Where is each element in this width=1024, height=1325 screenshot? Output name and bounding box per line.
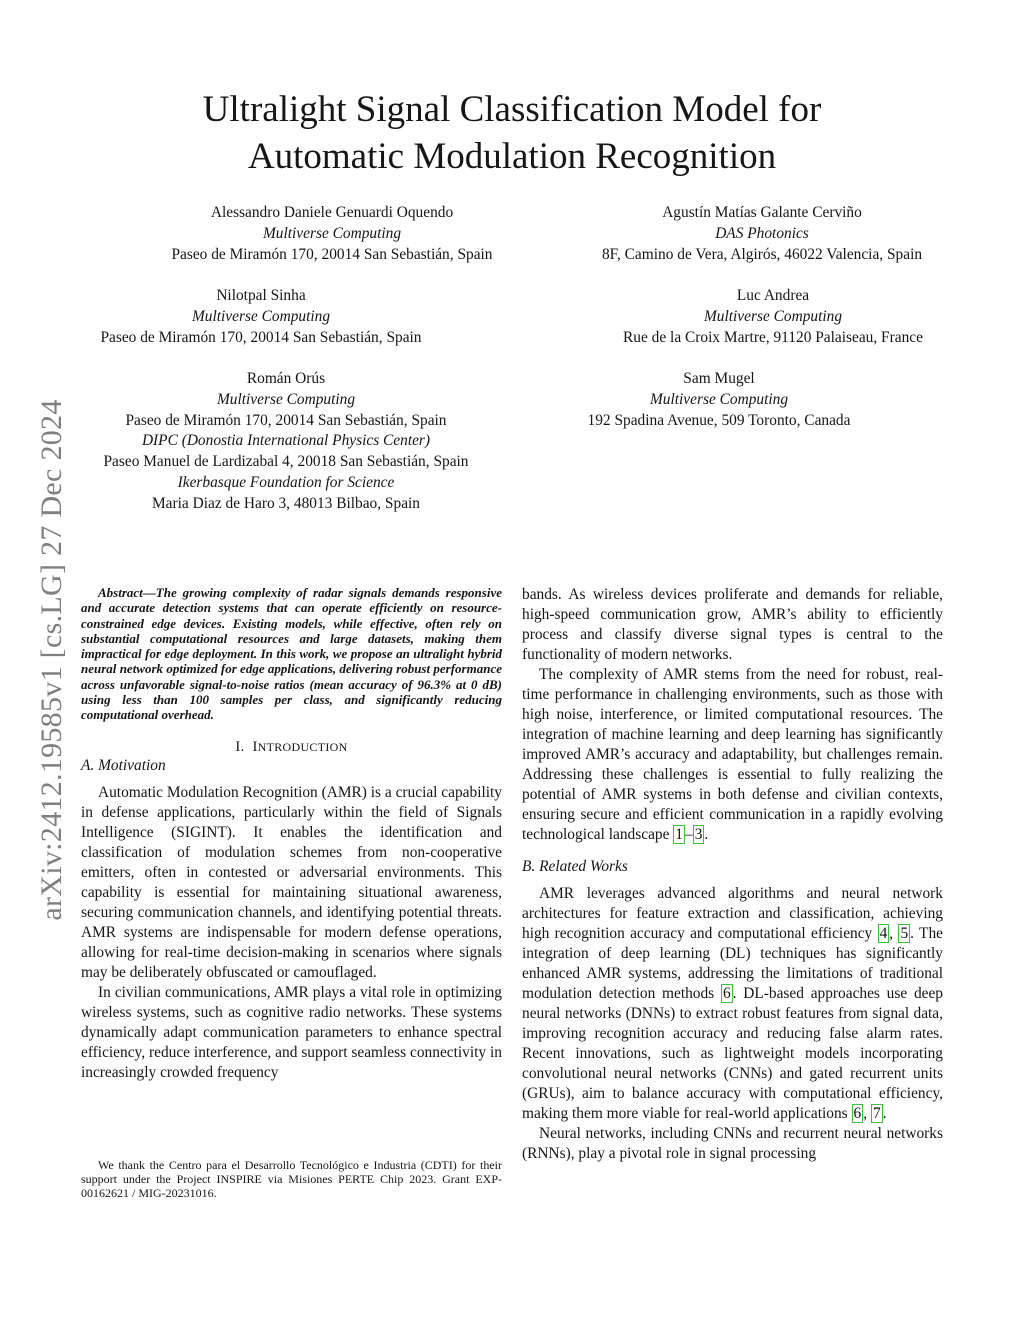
motivation-paragraph-1: Automatic Modulation Recognition (AMR) is a crucial capability in defense applications, particularly within the field of Signals Intelligence (SIGINT). It enables the identification and classification of modulation schemes from non-cooperative emitters, often in contested or adversarial environments. This capability is essential for maintaining situational awareness, securing communication channels, and identifying potential threats. AMR systems are indispensable for modern defense operations, allowing for real-time decision-making in scenarios where signals may be deliberately obfuscated or camouflaged. <box>81 783 502 981</box>
author-affiliation: Multiverse Computing <box>216 390 356 408</box>
citation-link-5[interactable]: 5 <box>900 925 909 942</box>
author-block-galante <box>522 203 1002 265</box>
author-address: Rue de la Croix Martre, 91120 Palaiseau, France <box>623 328 923 346</box>
section-heading-introduction <box>81 738 502 756</box>
author-block-orus <box>46 369 526 515</box>
author-name: Nilotpal Sinha <box>216 287 306 304</box>
author-name: Román Orús <box>246 370 326 387</box>
author-block-sinha <box>21 286 501 348</box>
title-line-1: Ultralight Signal Classification Model for <box>202 89 822 130</box>
citation-link-6b[interactable]: 6 <box>853 1105 862 1122</box>
paper-title <box>0 86 1024 180</box>
left-column <box>81 585 502 1083</box>
right-column <box>522 585 943 1164</box>
author-affiliation: Multiverse Computing <box>649 390 789 408</box>
footnote <box>81 1158 502 1201</box>
author-affiliation-2: DIPC (Donostia International Physics Center) <box>141 432 431 450</box>
section-numeral: I. <box>235 738 245 755</box>
subsection-heading-related-works: B. Related Works <box>522 858 628 875</box>
title-line-2: Automatic Modulation Recognition <box>247 136 777 177</box>
abstract: Abstract—The growing complexity of radar signals demands responsive and accurate detection systems that can operate efficiently on resource-constrained edge devices. Existing models, while effective, often rely on substantial computational resources and large datasets, making them impractical for edge deployment. In this work, we propose an ultralight hybrid neural network optimized for edge applications, delivering robust performance across unfavorable signal-to-noise ratios (mean accuracy of 96.3% at 0 dB) using less than 100 samples per class, and significantly reducing computational overhead. <box>81 585 502 723</box>
author-address: 192 Spadina Avenue, 509 Toronto, Canada <box>587 411 851 429</box>
author-name: Agustín Matías Galante Cerviño <box>662 204 862 221</box>
author-name: Alessandro Daniele Genuardi Oquendo <box>210 204 454 221</box>
section-title-rest: NTRODUCTION <box>257 739 348 754</box>
citation-link-1[interactable]: 1 <box>675 826 683 843</box>
abstract-label: Abstract <box>98 585 143 600</box>
author-address: Paseo de Miramón 170, 20014 San Sebastián, Spain <box>125 411 447 429</box>
author-block-andrea <box>533 286 1013 348</box>
section-title-first: I <box>252 738 258 755</box>
abstract-text: The growing complexity of radar signals demands responsive and accurate detection systems that can operate efficiently on resource-constrained edge devices. Existing models, while effective, often rely on substantial computational resources and large datasets, making them impractical for edge deployment. In this work, we propose an ultralight hybrid neural network optimized for edge applications, delivering robust performance across unfavorable signal-to-noise ratios (mean accuracy of 96.3% at 0 dB) using less than 100 samples per class, and significantly reducing computational overhead. <box>81 585 502 723</box>
author-address-2: Paseo Manuel de Lardizabal 4, 20018 San Sebastián, Spain <box>103 453 469 471</box>
arxiv-identifier: arXiv:2412.19585v1 [cs.LG] 27 Dec 2024 <box>35 399 68 921</box>
citation-link-3[interactable]: 3 <box>694 826 703 843</box>
citation-link-4[interactable]: 4 <box>879 925 888 942</box>
author-block-genuardi <box>92 203 572 265</box>
author-block-mugel <box>479 369 959 431</box>
author-address: 8F, Camino de Vera, Algirós, 46022 Valencia, Spain <box>601 245 923 263</box>
author-address-3: Maria Diaz de Haro 3, 48013 Bilbao, Spain <box>152 494 420 512</box>
author-affiliation-3: Ikerbasque Foundation for Science <box>177 473 395 491</box>
author-name: Luc Andrea <box>736 287 810 304</box>
author-address: Paseo de Miramón 170, 20014 San Sebastián, Spain <box>100 328 422 346</box>
author-name: Sam Mugel <box>683 370 755 387</box>
footnote-text: We thank the Centro para el Desarrollo Tecnológico e Industria (CDTI) for their support under the Project INSPIRE via Misiones PERTE Chip 2023. Grant EXP-00162621 / MIG-20231016. <box>81 1158 502 1201</box>
related-works-paragraph: AMR leverages advanced algorithms and neural network architectures for feature extraction and classification, achieving high recognition accuracy and computational efficiency 4 , 5 . The integration of deep learning (DL) techniques has significantly enhanced AMR systems, addressing the limitations of traditional modulation detection methods 6 . DL-based approaches use deep neural networks (DNNs) to extract robust features from signal data, improving recognition accuracy and reducing false alarm rates. Recent innovations, such as lightweight models incorporating convolutional neural networks (CNNs) and gated recurrent units (GRUs), aim to balance accuracy with computational efficiency, making them more viable for real-world applications 6 , 7 . <box>522 885 943 1122</box>
complexity-paragraph: The complexity of AMR stems from the need for robust, real-time performance in challenging environments, such as those with high noise, interference, or limited computational resources. The integration of machine learning and deep learning has significantly improved AMR’s accuracy and adaptability, but challenges remain. Addressing these challenges is essential to fully realizing the potential of AMR systems in both defense and civilian contexts, ensuring secure and efficient communication in a rapidly evolving technological landscape 1 – 3 . <box>522 666 943 843</box>
author-affiliation: DAS Photonics <box>715 224 809 242</box>
citation-link-6[interactable]: 6 <box>722 985 731 1002</box>
continuation-paragraph: bands. As wireless devices proliferate and demands for reliable, high-speed communication grow, AMR’s ability to efficiently process and classify diverse signal types is central to the functionality of modern networks. <box>522 586 943 663</box>
motivation-paragraph-2: In civilian communications, AMR plays a vital role in optimizing wireless systems, such as cognitive radio networks. These systems dynamically adapt communication parameters to enhance spectral efficiency, reduce interference, and support seamless connectivity in increasingly crowded frequency <box>81 983 502 1081</box>
neural-networks-paragraph: Neural networks, including CNNs and recurrent neural networks (RNNs), play a pivotal role in signal processing <box>522 1125 943 1162</box>
subsection-heading-motivation: A. Motivation <box>81 756 166 774</box>
author-affiliation: Multiverse Computing <box>703 307 843 325</box>
citation-link-7[interactable]: 7 <box>872 1105 881 1122</box>
author-affiliation: Multiverse Computing <box>262 224 402 242</box>
author-address: Paseo de Miramón 170, 20014 San Sebastián, Spain <box>171 245 493 263</box>
author-affiliation: Multiverse Computing <box>191 307 331 325</box>
